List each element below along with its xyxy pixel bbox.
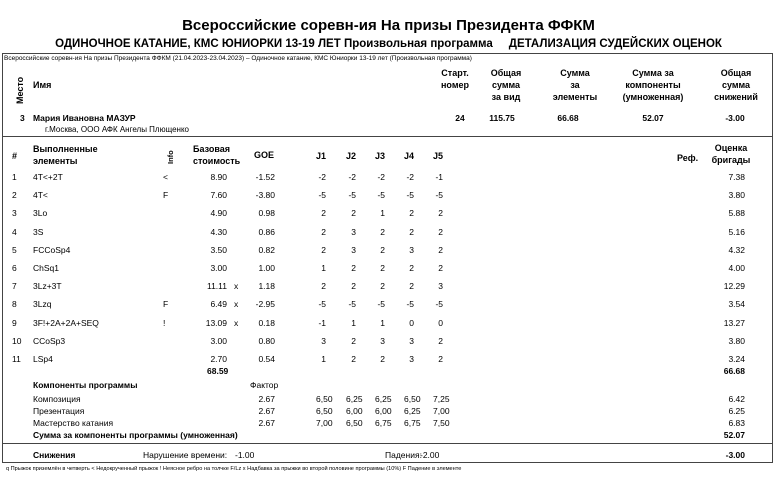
- elem-name: FCCoSp4: [33, 244, 71, 255]
- judge-1-goe: -2: [318, 172, 326, 182]
- judge-2-goe: 3: [351, 226, 356, 237]
- judge-4-goe: -5: [406, 190, 414, 201]
- elem-info: !: [163, 317, 166, 328]
- skater-name: Мария Ивановна МАЗУР: [33, 113, 136, 123]
- component-judge-5: 7,50: [433, 418, 450, 428]
- subtitle-event: ОДИНОЧНОЕ КАТАНИЕ, КМС ЮНИОРКИ 13-19 ЛЕТ Произвольная программа: [55, 38, 493, 50]
- elem-score: 4.00: [728, 263, 745, 273]
- elem-score: 3.54: [728, 299, 745, 310]
- judge-4-goe: 3: [409, 244, 414, 255]
- judge-4-goe: 2: [409, 263, 414, 273]
- judge-4-goe: 3: [409, 354, 414, 364]
- judge-3-goe: 2: [380, 244, 385, 255]
- elem-num: 9: [12, 317, 17, 328]
- elem-goe: 1.18: [258, 281, 275, 292]
- elem-num: 2: [12, 190, 17, 201]
- elem-name: LSp4: [33, 354, 53, 364]
- component-factor: 2.67: [258, 418, 275, 428]
- score-header: Оценка бригады: [711, 143, 751, 165]
- component-score: 6.25: [728, 406, 745, 416]
- judge-3-goe: -2: [377, 172, 385, 182]
- component-judge-4: 6,75: [404, 418, 421, 428]
- elem-name-header: Выполненные элементы: [33, 144, 98, 166]
- judge-1-goe: -1: [318, 317, 326, 328]
- judge-2-goe: 2: [351, 335, 356, 346]
- elem-num: 11: [12, 354, 21, 364]
- judge-5-goe: -1: [435, 172, 443, 182]
- judge-1-goe: 2: [321, 281, 326, 292]
- elem-goe: 1.00: [258, 263, 275, 273]
- judge-2-goe: 2: [351, 263, 356, 273]
- divider: [2, 443, 773, 444]
- deductions-header: Общая сумма снижений: [714, 68, 758, 102]
- component-judge-3: 6,25: [375, 394, 392, 404]
- time-violation-label: Нарушение времени:: [143, 450, 228, 460]
- judge-2-goe: -5: [348, 299, 356, 310]
- component-score: 6.83: [728, 418, 745, 428]
- elem-num: 5: [12, 244, 17, 255]
- total-header: Общая сумма за вид: [490, 68, 522, 102]
- elem-bonus-mark: x: [234, 317, 239, 328]
- judge-5-goe: -5: [435, 190, 443, 201]
- judge-2-goe: -2: [348, 172, 356, 182]
- judge-4-goe: 2: [409, 281, 414, 292]
- elem-goe: 0.86: [258, 226, 275, 237]
- elem-goe: 0.80: [258, 335, 275, 346]
- falls-value: -2.00: [420, 450, 440, 460]
- components-factor-label: Фактор: [250, 380, 279, 390]
- place-header: Место: [15, 76, 25, 104]
- skater-start-number: 24: [455, 113, 465, 123]
- judge-1-goe: 1: [321, 263, 326, 273]
- elem-name: 3Lzq: [33, 299, 52, 310]
- subtitle-details: ДЕТАЛИЗАЦИЯ СУДЕЙСКИХ ОЦЕНОК: [508, 38, 722, 50]
- component-judge-1: 6,50: [316, 406, 333, 416]
- judge-1-goe: -5: [318, 299, 326, 310]
- elem-bonus-mark: x: [234, 299, 239, 310]
- small-caption: Всероссийские соревн-ия На призы Президента ФФКМ (21.04.2023-23.04.2023) – Одиночное катание, КМС Юниорки 13-19 лет (Произвольная программа): [4, 55, 472, 62]
- elem-score: 4.32: [728, 244, 745, 255]
- judge-4-goe: -2: [406, 172, 414, 182]
- judge-3-goe: 1: [380, 208, 385, 219]
- skater-components-total: 52.07: [642, 113, 664, 123]
- elem-base: 11.11: [206, 281, 227, 292]
- judge-4-goe: 0: [409, 317, 414, 328]
- component-judge-1: 6,50: [316, 394, 333, 404]
- j5-header: J5: [433, 151, 444, 161]
- j4-header: J4: [404, 151, 415, 161]
- elem-score: 5.88: [728, 208, 745, 219]
- elem-name: 4T<: [33, 190, 48, 201]
- judge-2-goe: 2: [351, 354, 356, 364]
- component-judge-5: 7,25: [433, 394, 450, 404]
- divider: [2, 136, 773, 137]
- component-judge-3: 6,00: [375, 406, 392, 416]
- elem-score: 12.29: [723, 281, 745, 292]
- elem-info-header: Info: [166, 150, 175, 164]
- elem-base: 3.50: [210, 244, 227, 255]
- elem-base: 13.09: [205, 317, 227, 328]
- elem-bonus-mark: x: [234, 281, 239, 292]
- start-number-header: Старт. номер: [441, 68, 469, 90]
- elem-base: 3.00: [210, 263, 227, 273]
- elem-goe: -3.80: [255, 190, 275, 201]
- judge-5-goe: -5: [435, 299, 443, 310]
- legend: q Прыжок приземлён в четверть < Недокрученный прыжок ! Неясное ребро на толчке F/Lz x Надбавка за прыжки во второй половине программы (10%) F Падение в элементе: [6, 466, 462, 472]
- component-judge-5: 7,00: [433, 406, 450, 416]
- elem-base: 4.90: [210, 208, 227, 219]
- elem-base: 2.70: [210, 354, 227, 364]
- component-factor: 2.67: [258, 406, 275, 416]
- ref-header: Реф.: [677, 153, 699, 163]
- elem-num: 8: [12, 299, 17, 310]
- elem-score: 3.80: [728, 190, 745, 201]
- elements-base-total: 68.59: [207, 366, 229, 376]
- elem-num-header: #: [12, 151, 18, 161]
- elem-base: 7.60: [210, 190, 227, 201]
- judge-5-goe: 0: [438, 317, 443, 328]
- judge-3-goe: 3: [380, 335, 385, 346]
- judge-3-goe: 2: [380, 226, 385, 237]
- component-judge-4: 6,25: [404, 406, 421, 416]
- skater-place: 3: [20, 113, 25, 123]
- elem-base: 8.90: [210, 172, 227, 182]
- elem-num: 1: [12, 172, 17, 182]
- judge-1-goe: 2: [321, 208, 326, 219]
- elem-base-header: Базовая стоимость: [193, 144, 241, 166]
- judge-3-goe: 2: [380, 281, 385, 292]
- judge-2-goe: -5: [348, 190, 356, 201]
- judge-5-goe: 2: [438, 208, 443, 219]
- name-header: Имя: [33, 80, 52, 90]
- elem-score: 7.38: [728, 172, 745, 182]
- component-judge-3: 6,75: [375, 418, 392, 428]
- deductions-label: Снижения: [33, 450, 76, 460]
- time-violation-value: -1.00: [235, 450, 255, 460]
- document-subtitle: [0, 38, 777, 50]
- component-name: Композиция: [33, 394, 81, 404]
- judge-1-goe: 2: [321, 226, 326, 237]
- component-judge-1: 7,00: [316, 418, 333, 428]
- components-total-header: Сумма за компоненты (умноженная): [622, 68, 684, 102]
- elem-num: 6: [12, 263, 17, 273]
- elem-goe: 0.82: [258, 244, 275, 255]
- judge-5-goe: 2: [438, 244, 443, 255]
- judge-2-goe: 3: [351, 244, 356, 255]
- components-total-value: 52.07: [723, 430, 745, 440]
- component-factor: 2.67: [258, 394, 275, 404]
- j2-header: J2: [346, 151, 357, 161]
- elem-goe: 0.98: [258, 208, 275, 219]
- judge-3-goe: 2: [380, 263, 385, 273]
- elem-goe: -2.95: [255, 299, 275, 310]
- elem-score: 3.80: [728, 335, 745, 346]
- elem-name: ChSq1: [33, 263, 59, 273]
- document-title: Всероссийские соревн-ия На призы Президента ФФКМ: [182, 17, 595, 34]
- judge-2-goe: 2: [351, 281, 356, 292]
- elem-base: 3.00: [210, 335, 227, 346]
- judge-1-goe: -5: [318, 190, 326, 201]
- judge-1-goe: 3: [321, 335, 326, 346]
- elem-goe: 0.18: [258, 317, 275, 328]
- elem-score: 13.27: [723, 317, 745, 328]
- judge-5-goe: 2: [438, 226, 443, 237]
- skater-elements-total: 66.68: [557, 113, 579, 123]
- elem-name: 4T<+2T: [33, 172, 63, 182]
- component-judge-2: 6,00: [346, 406, 363, 416]
- deductions-total: -3.00: [725, 450, 745, 460]
- elem-num: 10: [12, 335, 22, 346]
- elements-total-header: Сумма за элементы: [552, 68, 598, 102]
- j1-header: J1: [316, 151, 327, 161]
- judge-5-goe: 2: [438, 354, 443, 364]
- component-judge-4: 6,50: [404, 394, 421, 404]
- component-score: 6.42: [728, 394, 745, 404]
- judge-4-goe: 2: [409, 226, 414, 237]
- elem-goe-header: GOE: [254, 150, 275, 160]
- skater-total: 115.75: [489, 113, 515, 123]
- components-heading: Компоненты программы: [33, 380, 138, 390]
- skater-club: г.Москва, ООО АФК Ангелы Плющенко: [45, 125, 189, 134]
- elem-goe: 0.54: [258, 354, 275, 364]
- elem-info: F: [163, 299, 169, 310]
- elem-base: 6.49: [210, 299, 227, 310]
- elem-name: 3F!+2A+2A+SEQ: [33, 317, 99, 328]
- elem-num: 4: [12, 226, 17, 237]
- elem-num: 7: [12, 281, 17, 292]
- component-judge-2: 6,50: [346, 418, 363, 428]
- judge-5-goe: 2: [438, 335, 443, 346]
- j3-header: J3: [375, 151, 386, 161]
- judge-4-goe: 2: [409, 208, 414, 219]
- elem-name: 3S: [33, 226, 44, 237]
- elem-info: F: [163, 190, 169, 201]
- falls-label: Падения:: [385, 450, 422, 460]
- elem-name: 3Lz+3T: [33, 281, 62, 292]
- elem-name: 3Lo: [33, 208, 48, 219]
- judge-3-goe: -5: [377, 190, 385, 201]
- elem-score: 5.16: [728, 226, 745, 237]
- judge-5-goe: 3: [438, 281, 443, 292]
- judge-3-goe: 1: [380, 317, 385, 328]
- judge-3-goe: -5: [377, 299, 385, 310]
- component-judge-2: 6,25: [346, 394, 363, 404]
- elem-info: <: [163, 172, 168, 182]
- judge-5-goe: 2: [438, 263, 443, 273]
- elem-name: CCoSp3: [33, 335, 66, 346]
- skater-deductions: -3.00: [725, 113, 745, 123]
- components-total-label: Сумма за компоненты программы (умноженная): [33, 430, 238, 440]
- judge-2-goe: 2: [351, 208, 356, 219]
- judge-3-goe: 2: [380, 354, 385, 364]
- judge-4-goe: -5: [406, 299, 414, 310]
- component-name: Презентация: [33, 406, 85, 416]
- elem-goe: -1.52: [255, 172, 275, 182]
- judge-2-goe: 1: [351, 317, 356, 328]
- elem-num: 3: [12, 208, 17, 219]
- judge-4-goe: 3: [409, 335, 414, 346]
- judge-1-goe: 1: [321, 354, 326, 364]
- elem-score: 3.24: [728, 354, 745, 364]
- judge-1-goe: 2: [321, 244, 326, 255]
- elem-base: 4.30: [210, 226, 227, 237]
- elements-score-total: 66.68: [723, 366, 745, 376]
- component-name: Мастерство катания: [33, 418, 114, 428]
